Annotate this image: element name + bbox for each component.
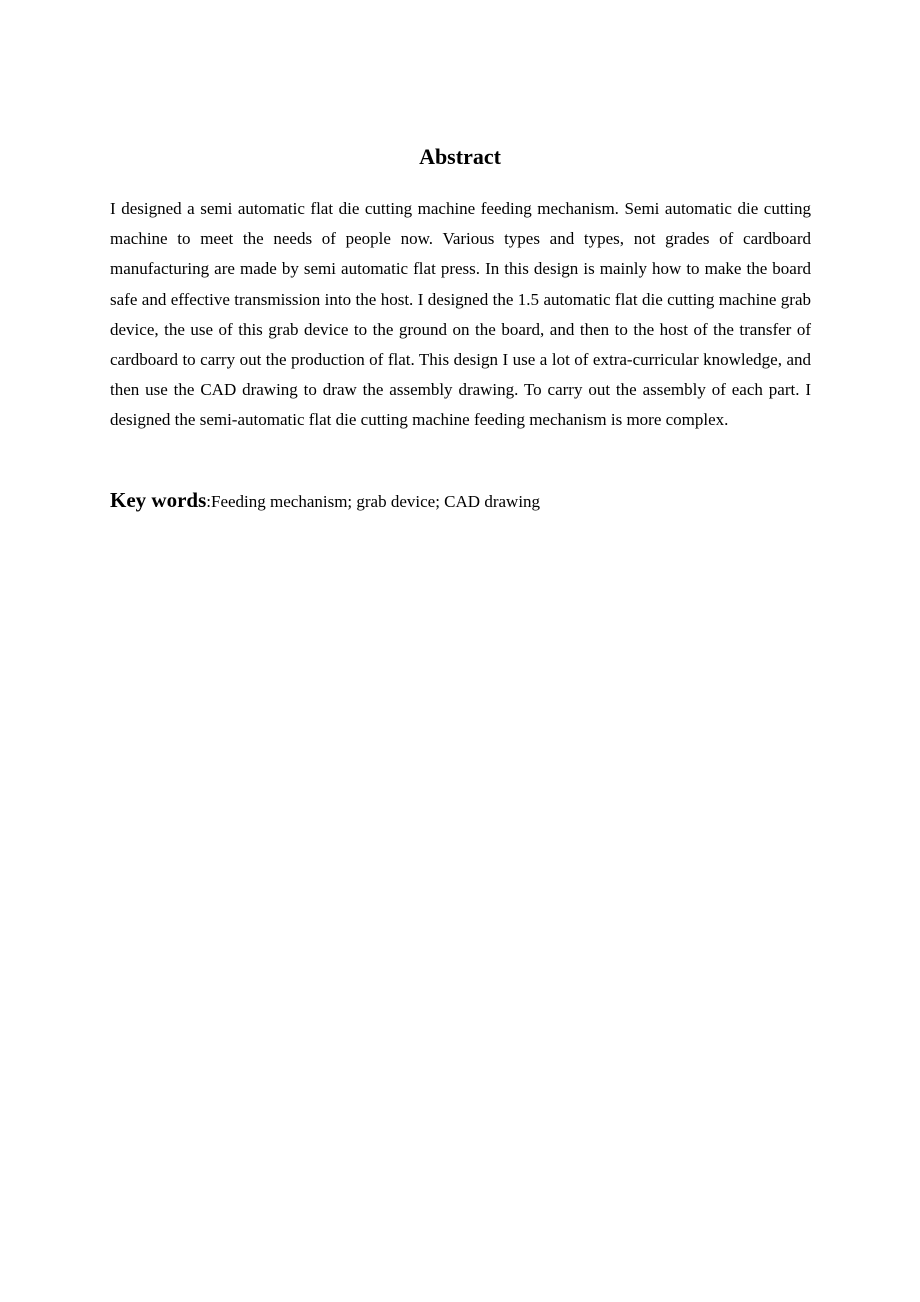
keywords-line [110,485,811,517]
page-title: Abstract [419,144,501,169]
keywords-label: Key words [110,488,207,512]
abstract-paragraph: I designed a semi automatic flat die cutting machine feeding mechanism. Semi automatic die cutting machine to meet the needs of people now. Various types and types, not grades of cardboard manufacturing are made by semi automatic flat press. In this design is mainly how to make the board safe and effective transmission into the host. I designed the 1.5 automatic flat die cutting machine grab device, the use of this grab device to the ground on the board, and then to the host of the transfer of cardboard to carry out the production of flat. This design I use a lot of extra-curricular knowledge, and then use the CAD drawing to draw the assembly drawing. To carry out the assembly of each part. I designed the semi-automatic flat die cutting machine feeding mechanism is more complex. [110,199,811,430]
keywords-text: Feeding mechanism; grab device; CAD drawing [210,492,541,511]
keywords-separator: : [206,492,211,511]
